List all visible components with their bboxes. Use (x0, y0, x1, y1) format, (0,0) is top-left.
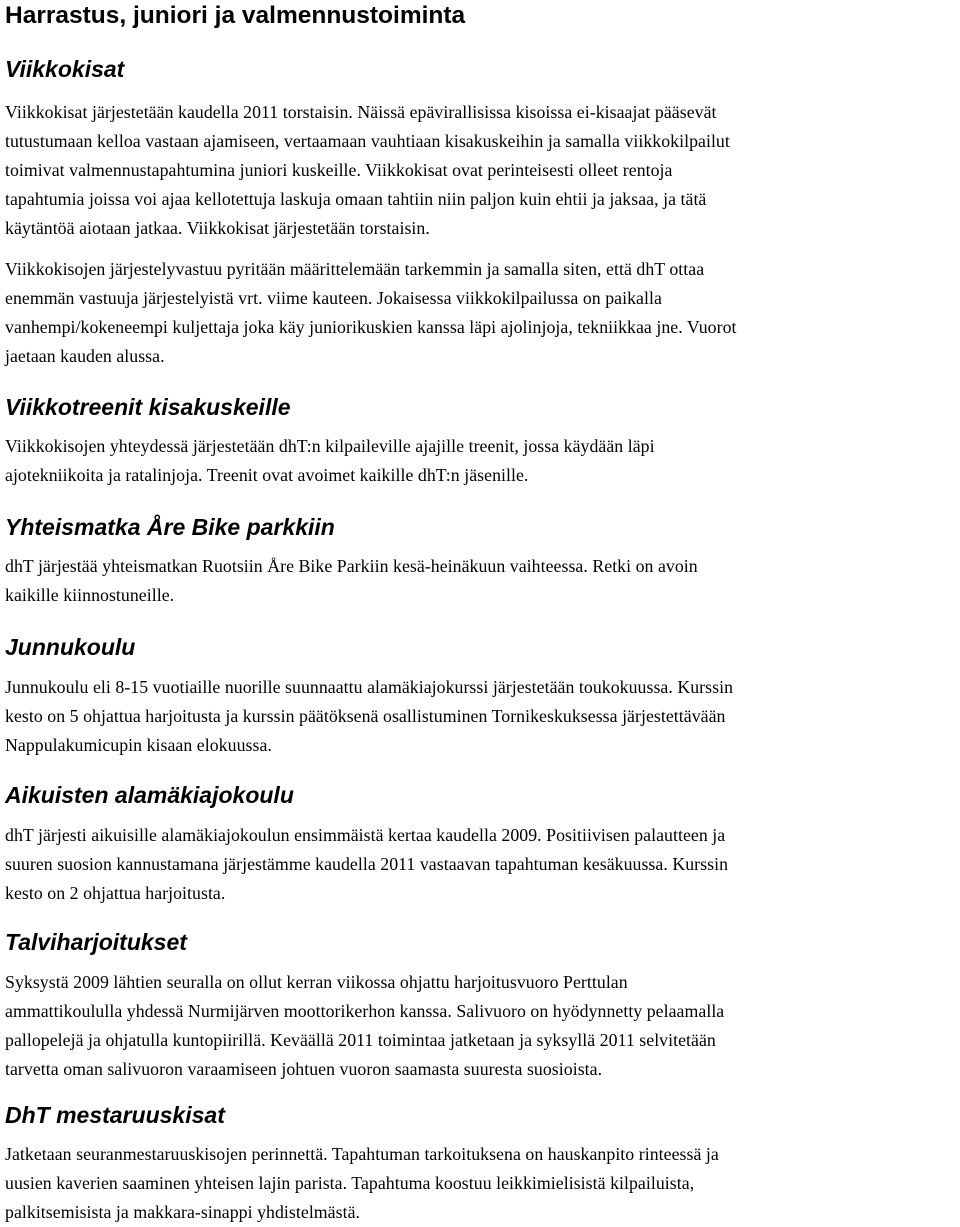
paragraph (5, 552, 955, 610)
section-heading: Aikuisten alamäkiajokoulu (5, 782, 294, 808)
section-junnukoulu (5, 632, 955, 760)
paragraph (5, 673, 955, 760)
section-heading: DhT mestaruuskisat (5, 1102, 225, 1128)
text-line: tarvetta oman salivuoron varaamiseen johtuen vuoron saamasta suuresta suosioista. (5, 1059, 603, 1079)
text-line: toimivat valmennustapahtumina juniori kuskeille. Viikkokisat ovat perinteisesti olleet rentoja (5, 160, 673, 180)
paragraph (5, 432, 955, 490)
text-line: palkitsemisista ja makkara-sinappi yhdistelmästä. (5, 1202, 361, 1222)
section-heading: Yhteismatka Åre Bike parkkiin (5, 514, 335, 540)
text-line: tapahtumia joissa voi ajaa kellotettuja laskuja omaan tahtiin niin paljon kuin ehtii ja jaksaa, ja tätä (5, 189, 707, 209)
text-line: Jatketaan seuranmestaruuskisojen perinnettä. Tapahtuman tarkoituksena on hauskanpito rinteessä ja (5, 1144, 719, 1164)
text-line: jaetaan kauden alussa. (5, 346, 165, 366)
text-line: Syksystä 2009 lähtien seuralla on ollut kerran viikossa ohjattu harjoitusvuoro Perttulan (5, 972, 628, 992)
text-line: kesto on 2 ohjattua harjoitusta. (5, 883, 226, 903)
text-line: Nappulakumicupin kisaan elokuussa. (5, 735, 272, 755)
section-heading: Viikkotreenit kisakuskeille (5, 394, 291, 420)
paragraph (5, 821, 955, 908)
section-heading: Junnukoulu (5, 634, 136, 660)
paragraph (5, 255, 955, 371)
text-line: tutustumaan kelloa vastaan ajamiseen, vertaamaan vauhtiaan kisakuskeihin ja samalla viikkokilpailut (5, 131, 730, 151)
text-line: suuren suosion kannustamana järjestämme kaudella 2011 vastaavan tapahtuman kesäkuussa. Kurssin (5, 854, 729, 874)
text-line: ajotekniikoita ja ratalinjoja. Treenit ovat avoimet kaikille dhT:n jäsenille. (5, 465, 529, 485)
text-line: Junnukoulu eli 8-15 vuotiaille nuorille suunnaattu alamäkiajokurssi järjestetään toukokuussa. Kurssin (5, 677, 734, 697)
text-line: vanhempi/kokeneempi kuljettaja joka käy juniorikuskien kanssa läpi ajolinjoja, tekniikkaa jne. Vuorot (5, 317, 737, 337)
text-line: dhT järjesti aikuisille alamäkiajokoulun ensimmäistä kertaa kaudella 2009. Positiivisen palautteen ja (5, 825, 726, 845)
text-line: ammattikoululla yhdessä Nurmijärven moottorikerhon kanssa. Salivuoro on hyödynnetty pelaamalla (5, 1001, 725, 1021)
section-heading: Viikkokisat (5, 56, 125, 82)
paragraph (5, 1140, 955, 1227)
text-line: käytäntöä aiotaan jatkaa. Viikkokisat järjestetään torstaisin. (5, 218, 430, 238)
section-heading: Talviharjoitukset (5, 929, 187, 955)
section-viikkotreenit (5, 392, 955, 490)
document-page (5, 0, 955, 1222)
section-dht-mestaruuskisat (5, 1100, 955, 1227)
text-line: Viikkokisat järjestetään kaudella 2011 torstaisin. Näissä epävirallisissa kisoissa ei-kisaajat pääsevät (5, 102, 717, 122)
section-yhteismatka (5, 512, 955, 610)
text-line: uusien kaverien saaminen yhteisen lajin parista. Tapahtuma koostuu leikkimielisistä kilpailuista, (5, 1173, 695, 1193)
text-line: dhT järjestää yhteismatkan Ruotsiin Åre Bike Parkiin kesä-heinäkuun vaihteessa. Retki on avoin (5, 556, 698, 576)
paragraph (5, 98, 955, 243)
text-line: kaikille kiinnostuneille. (5, 585, 175, 605)
text-line: Viikkokisojen järjestelyvastuu pyritään määrittelemään tarkemmin ja samalla siten, että dhT ottaa (5, 259, 705, 279)
paragraph (5, 968, 955, 1084)
text-line: Viikkokisojen yhteydessä järjestetään dhT:n kilpaileville ajajille treenit, jossa käydään läpi (5, 436, 655, 456)
section-viikkokisat (5, 54, 955, 371)
section-talviharjoitukset (5, 927, 955, 1084)
text-line: enemmän vastuuja järjestelyistä vrt. viime kauteen. Jokaisessa viikkokilpailussa on paikalla (5, 288, 662, 308)
section-aikuisten-alamakiajokoulu (5, 780, 955, 908)
page-title: Harrastus, juniori ja valmennustoiminta (5, 2, 466, 29)
text-line: kesto on 5 ohjattua harjoitusta ja kurssin päätöksenä osallistuminen Tornikeskuksessa järjestettävään (5, 706, 726, 726)
text-line: pallopelejä ja ohjatulla kuntopiirillä. Keväällä 2011 toimintaa jatketaan ja syksyllä 2011 selvitetään (5, 1030, 716, 1050)
